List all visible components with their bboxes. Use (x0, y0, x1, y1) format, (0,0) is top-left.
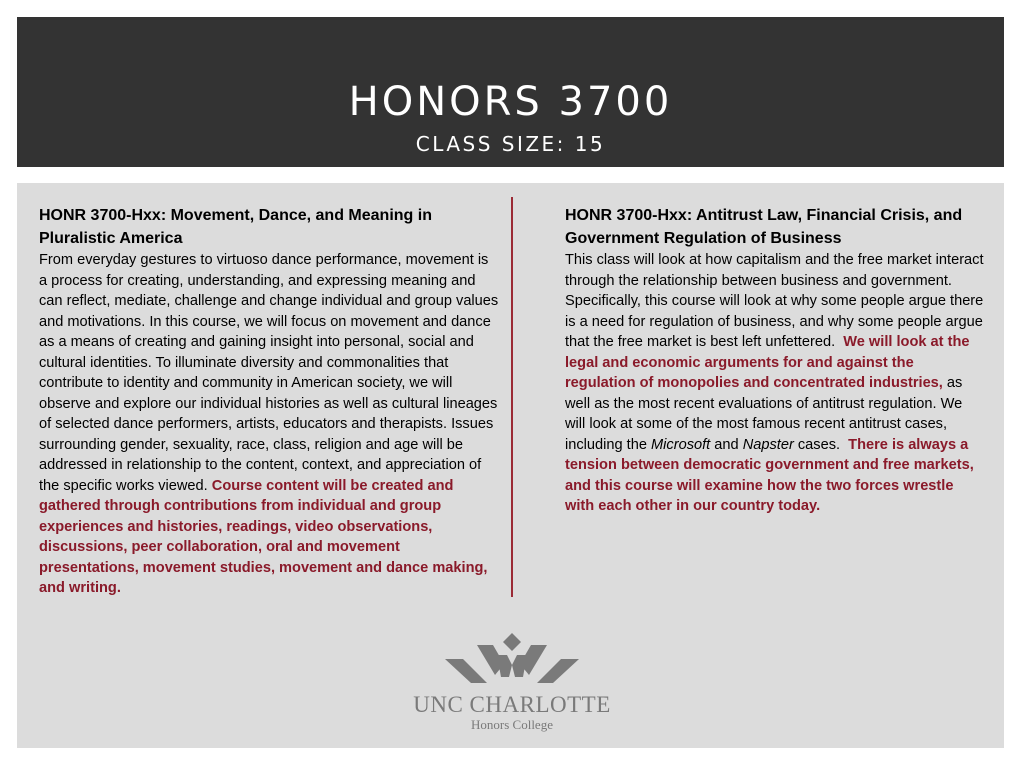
right-course-description (565, 250, 985, 517)
unc-charlotte-logo (402, 631, 622, 741)
right-course-highlight-2: There is always a tension between democratic government and free markets, and this course will examine how the two forces wrestle with each other in our country today. (565, 436, 974, 514)
right-course-highlight-1: We will look at the legal and economic arguments for and against the regulation of monopolies and concentrated industries, (565, 334, 970, 391)
right-course-body-1: This class will look at how capitalism and the free market interact through the relationship between business and government. Specifically, this course will look at why some people argue there is a need for regulation of business, and why some people argue that the free market is best left unfettered. (565, 252, 984, 350)
column-divider (511, 197, 513, 597)
left-course-title: HONR 3700-Hxx: Movement, Dance, and Meaning in Pluralistic America (39, 207, 432, 247)
logo-college-name: Honors College (471, 717, 553, 732)
slide-subtitle: CLASS SIZE: 15 (415, 132, 606, 156)
logo-university-name: UNC CHARLOTTE (413, 692, 611, 717)
right-course-title: HONR 3700-Hxx: Antitrust Law, Financial Crisis, and Government Regulation of Business (565, 207, 963, 247)
right-course-body-2: as well as the most recent evaluations of antitrust regulation. We will look at some of the most famous recent antitrust cases, including the (565, 375, 963, 453)
right-course-column (565, 204, 985, 517)
case-microsoft: Microsoft (651, 436, 711, 453)
slide-title: HONORS 3700 (348, 79, 673, 125)
and-word: and (714, 436, 739, 453)
title-banner (17, 17, 1004, 167)
crown-emblem-icon (437, 631, 587, 691)
case-napster: Napster (742, 436, 794, 453)
content-panel (17, 183, 1004, 748)
left-course-column (39, 204, 499, 599)
left-course-description (39, 250, 499, 599)
cases-word: cases. (797, 436, 841, 453)
left-course-body: From everyday gestures to virtuoso dance performance, movement is a process for creating, understanding, and expressing meaning and can reflect, mediate, challenge and change individual and group values and motivations. In this course, we will focus on movement and dance as a means of creating and gaining insight into personal, social and cultural identities. To illuminate diversity and commonalities that contribute to identity and community in American society, we will observe and explore our individual histories as well as cultural lineages of selected dance performers, artists, educators and therapists. Issues surrounding gender, sexuality, race, class, religion and age will be addressed in relationship to the content, context, and appreciation of the specific works viewed. (39, 252, 499, 494)
left-course-highlight: Course content will be created and gathered through contributions from individual and group experiences and histories, readings, video observations, discussions, peer collaboration, oral and movement presentations, movement studies, movement and dance making, and writing. (39, 477, 488, 596)
